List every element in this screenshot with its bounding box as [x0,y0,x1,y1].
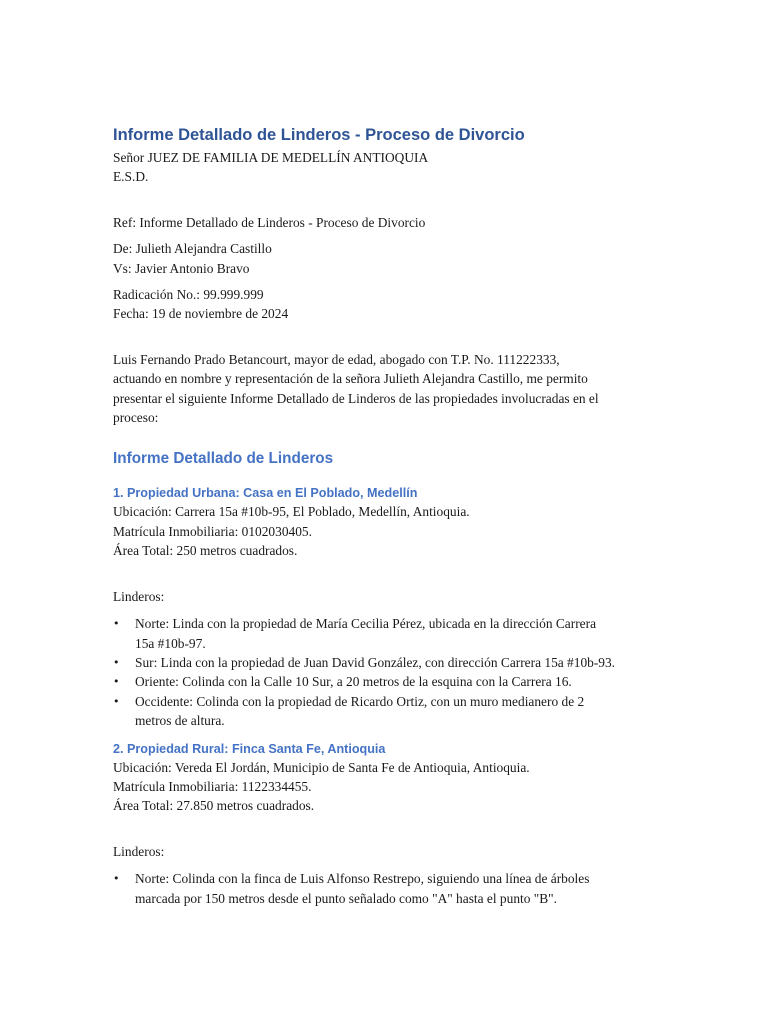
plaintiff-line: De: Julieth Alejandra Castillo [113,241,272,257]
reference-line: Ref: Informe Detallado de Linderos - Proceso de Divorcio [113,214,426,230]
date-line: Fecha: 19 de noviembre de 2024 [113,306,289,322]
bullet-icon: • [113,694,120,708]
property-details [113,758,673,816]
parties-block [113,239,673,278]
document-title: Informe Detallado de Linderos - Proceso de Divorcio [113,126,525,144]
list-item [113,653,673,672]
property-heading: 1. Propiedad Urbana: Casa en El Poblado, Medellín [113,486,418,501]
recipient-line: E.S.D. [113,169,149,185]
property-heading: 2. Propiedad Rural: Finca Santa Fe, Antioquia [113,741,386,756]
list-item [113,692,673,731]
boundaries-label: Linderos: [113,843,165,859]
registration-line: Matrícula Inmobiliaria: 0102030405. [113,523,312,539]
intro-paragraph [113,350,673,428]
area-line: Área Total: 250 metros cuadrados. [113,543,298,559]
list-item-text: Norte: Colinda con la finca de Luis Alfonso Restrepo, siguiendo una línea de árboles [135,871,590,887]
bullet-icon: • [113,655,120,669]
registration-line: Matrícula Inmobiliaria: 1122334455. [113,778,312,794]
boundaries-list [113,869,673,908]
boundaries-label: Linderos: [113,588,165,604]
section-heading: Informe Detallado de Linderos [113,450,334,468]
radicacion-line: Radicación No.: 99.999.999 [113,287,264,303]
recipient-block [113,148,673,187]
property-details [113,502,673,560]
boundaries-list [113,614,673,730]
list-item-text: Sur: Linda con la propiedad de Juan David González, con dirección Carrera 15a #10b-93. [135,654,616,670]
list-item [113,869,673,908]
case-block [113,285,673,324]
list-item-text: Occidente: Colinda con la propiedad de Ricardo Ortiz, con un muro medianero de 2 [135,693,585,709]
location-line: Ubicación: Carrera 15a #10b-95, El Poblado, Medellín, Antioquia. [113,504,470,520]
intro-line: presentar el siguiente Informe Detallado de Linderos de las propiedades involucradas en el [113,390,599,406]
location-line: Ubicación: Vereda El Jordán, Municipio de Santa Fe de Antioquia, Antioquia. [113,759,530,775]
area-line: Área Total: 27.850 metros cuadrados. [113,798,315,814]
defendant-line: Vs: Javier Antonio Bravo [113,260,250,276]
intro-line: proceso: [113,410,159,426]
list-item-text: Norte: Linda con la propiedad de María Cecilia Pérez, ubicada en la dirección Carrera [135,616,597,632]
intro-line: Luis Fernando Prado Betancourt, mayor de edad, abogado con T.P. No. 111222333, [113,351,560,367]
list-item [113,672,673,691]
list-item-text: 15a #10b-97. [135,635,206,651]
intro-line: actuando en nombre y representación de la señora Julieth Alejandra Castillo, me permito [113,371,588,387]
bullet-icon: • [113,872,120,886]
recipient-line: Señor JUEZ DE FAMILIA DE MEDELLÍN ANTIOQUIA [113,150,429,165]
list-item-text: metros de altura. [135,713,225,729]
bullet-icon: • [113,675,120,689]
bullet-icon: • [113,617,120,631]
document-page [113,124,673,908]
list-item-text: marcada por 150 metros desde el punto señalado como "A" hasta el punto "B". [135,890,557,906]
list-item-text: Oriente: Colinda con la Calle 10 Sur, a 20 metros de la esquina con la Carrera 16. [135,674,572,690]
list-item [113,614,673,653]
